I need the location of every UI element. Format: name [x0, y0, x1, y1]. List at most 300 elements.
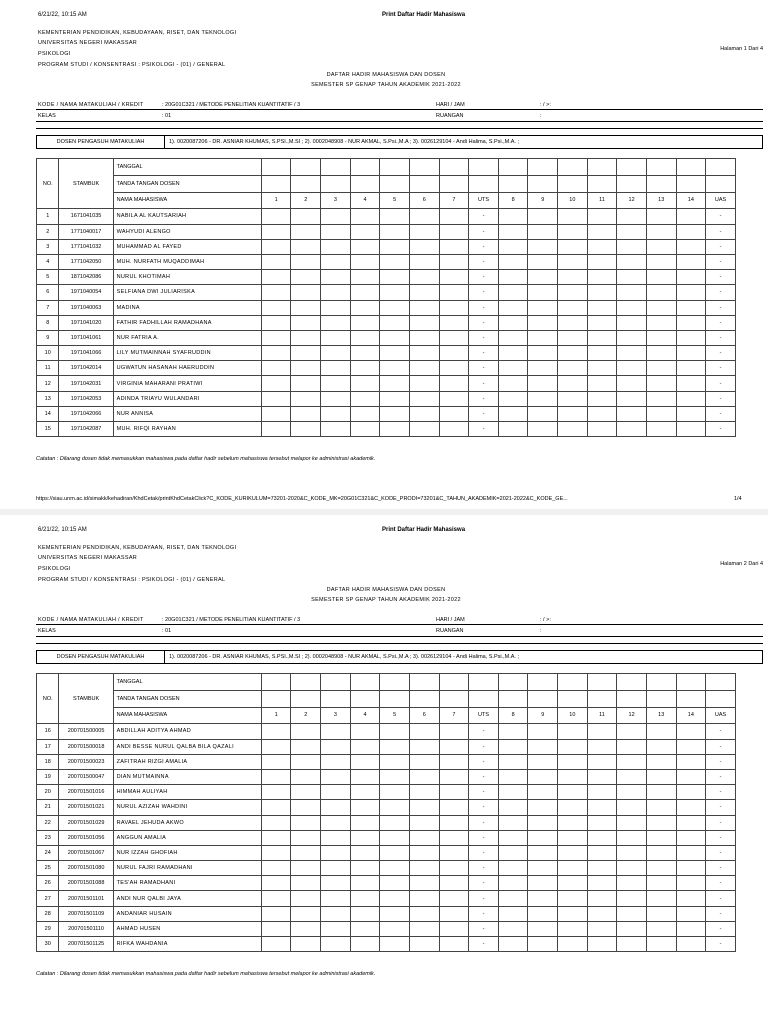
attendance-cell: [291, 815, 321, 830]
attendance-cell: [321, 330, 351, 345]
attendance-cell: [528, 330, 558, 345]
attendance-cell: [439, 845, 469, 860]
attendance-cell: [528, 209, 558, 224]
attendance-cell: [321, 224, 351, 239]
attendance-cell: [528, 891, 558, 906]
kode-label: KODE / NAMA MATAKULIAH / KREDIT: [38, 102, 144, 108]
attendance-cell: [321, 239, 351, 254]
header-nama: NAMA MAHASISWA: [113, 707, 261, 724]
attendance-cell: [350, 270, 380, 285]
attendance-cell: [498, 845, 528, 860]
attendance-cell: [587, 876, 617, 891]
kelas-label: KELAS: [38, 628, 56, 634]
signature-cell: [498, 690, 528, 707]
uts-cell: -: [469, 330, 499, 345]
session-header: UAS: [706, 707, 736, 724]
attendance-cell: [321, 830, 351, 845]
attendance-cell: [291, 769, 321, 784]
divider: [36, 121, 763, 122]
uts-cell: -: [469, 906, 499, 921]
attendance-cell: [587, 300, 617, 315]
attendance-cell: [676, 209, 706, 224]
uas-cell: -: [706, 239, 736, 254]
attendance-cell: [439, 254, 469, 269]
attendance-cell: [321, 906, 351, 921]
attendance-cell: [321, 937, 351, 952]
attendance-cell: [587, 422, 617, 437]
table-row: [37, 285, 736, 300]
attendance-cell: [321, 285, 351, 300]
divider: [36, 128, 763, 129]
attendance-cell: [528, 300, 558, 315]
attendance-cell: [498, 224, 528, 239]
attendance-cell: [498, 239, 528, 254]
attendance-cell: [409, 391, 439, 406]
dosen-list: 1). 0020087206 - DR. ASNIAR KHUMAS, S.PSI.,M.SI ; 2). 0002048908 - NUR AKMAL, S.Psi.,M.A ; 3). 0026129104 - Andi Halima, S.Psi.,M.A. ;: [169, 654, 520, 660]
attendance-cell: [617, 406, 647, 421]
attendance-cell: [261, 815, 291, 830]
attendance-cell: [350, 315, 380, 330]
attendance-cell: [409, 406, 439, 421]
row-no: 8: [37, 315, 59, 330]
uts-cell: -: [469, 239, 499, 254]
uas-cell: -: [706, 845, 736, 860]
attendance-cell: [409, 285, 439, 300]
attendance-cell: [439, 861, 469, 876]
attendance-cell: [587, 285, 617, 300]
row-no: 5: [37, 270, 59, 285]
attendance-cell: [380, 315, 410, 330]
attendance-cell: [291, 861, 321, 876]
signature-cell: [587, 690, 617, 707]
attendance-cell: [498, 891, 528, 906]
attendance-cell: [617, 861, 647, 876]
attendance-cell: [439, 891, 469, 906]
note-catatan: Catatan : Dilarang dosen tidak memasukkan mahasiswa pada daftar hadir sebelum mahasiswa tersebut melapor ke administrasi akademik.: [36, 971, 376, 977]
attendance-cell: [587, 724, 617, 739]
hari-label: HARI / JAM: [436, 617, 465, 623]
row-stambuk: 200701501101: [59, 891, 113, 906]
attendance-cell: [321, 254, 351, 269]
attendance-cell: [261, 906, 291, 921]
attendance-cell: [676, 406, 706, 421]
attendance-cell: [558, 937, 588, 952]
attendance-cell: [439, 769, 469, 784]
date-cell: [321, 674, 351, 691]
row-nama: FATHIR FADHILLAH RAMADHANA: [113, 315, 261, 330]
attendance-cell: [558, 361, 588, 376]
row-stambuk: 1771040017: [59, 224, 113, 239]
attendance-cell: [261, 422, 291, 437]
attendance-cell: [558, 754, 588, 769]
signature-cell: [321, 175, 351, 192]
attendance-cell: [321, 921, 351, 936]
attendance-cell: [439, 937, 469, 952]
signature-cell: [676, 175, 706, 192]
attendance-cell: [291, 937, 321, 952]
attendance-cell: [587, 800, 617, 815]
attendance-cell: [409, 845, 439, 860]
row-nama: DIAN MUTMAINNA: [113, 769, 261, 784]
divider: [36, 624, 763, 625]
attendance-cell: [676, 845, 706, 860]
attendance-cell: [261, 239, 291, 254]
attendance-cell: [380, 724, 410, 739]
attendance-cell: [350, 346, 380, 361]
row-nama: SELFIANA DWI JULIARISKA: [113, 285, 261, 300]
attendance-cell: [439, 361, 469, 376]
attendance-cell: [409, 785, 439, 800]
print-page: [0, 515, 768, 1024]
attendance-cell: [587, 391, 617, 406]
attendance-cell: [676, 861, 706, 876]
signature-cell: [617, 690, 647, 707]
divider: [36, 109, 763, 110]
attendance-cell: [321, 315, 351, 330]
document-title: Print Daftar Hadir Mahasiswa: [382, 12, 466, 18]
attendance-cell: [291, 891, 321, 906]
uts-cell: -: [469, 724, 499, 739]
attendance-cell: [439, 815, 469, 830]
attendance-cell: [646, 361, 676, 376]
footer-url[interactable]: https://siau.unm.ac.id/simakk/kehadiran/KhdCetak/printKhdCetakClick?C_KODE_KURIKULUM=73201-2020&C_KODE_MK=20G01C321&C_KODE_PRODI=73201&C_TAHUN_AKADEMIK=2021-2022&C_KODE_GE...: [36, 496, 568, 502]
attendance-cell: [498, 861, 528, 876]
attendance-cell: [291, 754, 321, 769]
attendance-cell: [528, 921, 558, 936]
attendance-cell: [617, 270, 647, 285]
attendance-cell: [409, 270, 439, 285]
attendance-cell: [350, 376, 380, 391]
attendance-cell: [617, 845, 647, 860]
attendance-cell: [291, 254, 321, 269]
attendance-cell: [261, 209, 291, 224]
row-no: 9: [37, 330, 59, 345]
date-cell: [646, 159, 676, 176]
attendance-cell: [676, 239, 706, 254]
attendance-cell: [350, 785, 380, 800]
attendance-cell: [321, 724, 351, 739]
attendance-cell: [291, 906, 321, 921]
attendance-cell: [380, 906, 410, 921]
attendance-cell: [409, 209, 439, 224]
row-no: 29: [37, 921, 59, 936]
table-row: [37, 891, 736, 906]
attendance-cell: [409, 361, 439, 376]
attendance-cell: [676, 300, 706, 315]
uas-cell: -: [706, 815, 736, 830]
attendance-cell: [617, 830, 647, 845]
program-name: PROGRAM STUDI / KONSENTRASI : PSIKOLOGI - (01) / GENERAL: [38, 62, 226, 68]
attendance-cell: [498, 739, 528, 754]
attendance-cell: [409, 422, 439, 437]
attendance-cell: [587, 906, 617, 921]
row-no: 25: [37, 861, 59, 876]
attendance-cell: [676, 876, 706, 891]
row-nama: MUH. RIFQI RAYHAN: [113, 422, 261, 437]
attendance-cell: [498, 800, 528, 815]
attendance-cell: [617, 330, 647, 345]
attendance-cell: [498, 876, 528, 891]
signature-cell: [439, 175, 469, 192]
divider: [36, 636, 763, 637]
attendance-cell: [261, 921, 291, 936]
row-no: 4: [37, 254, 59, 269]
uas-cell: -: [706, 906, 736, 921]
attendance-cell: [498, 754, 528, 769]
header-ttd: TANDA TANGAN DOSEN: [113, 175, 261, 192]
row-nama: ADINDA TRIAYU WULANDARI: [113, 391, 261, 406]
row-nama: NABILA AL KAUTSARIAH: [113, 209, 261, 224]
attendance-cell: [498, 300, 528, 315]
attendance-cell: [558, 769, 588, 784]
attendance-cell: [439, 422, 469, 437]
attendance-cell: [617, 785, 647, 800]
uas-cell: -: [706, 921, 736, 936]
attendance-cell: [558, 861, 588, 876]
attendance-cell: [558, 406, 588, 421]
row-stambuk: 1971042087: [59, 422, 113, 437]
row-nama: NUR FATRIA A.: [113, 330, 261, 345]
attendance-cell: [676, 391, 706, 406]
attendance-cell: [409, 830, 439, 845]
row-no: 28: [37, 906, 59, 921]
attendance-cell: [528, 815, 558, 830]
row-no: 1: [37, 209, 59, 224]
attendance-cell: [261, 285, 291, 300]
attendance-cell: [261, 861, 291, 876]
attendance-cell: [291, 300, 321, 315]
attendance-cell: [528, 361, 558, 376]
attendance-cell: [676, 800, 706, 815]
header-row-tanggal: [37, 674, 736, 691]
date-cell: [646, 674, 676, 691]
attendance-cell: [350, 361, 380, 376]
session-header: 12: [617, 192, 647, 209]
uts-cell: -: [469, 815, 499, 830]
signature-cell: [617, 175, 647, 192]
attendance-cell: [617, 937, 647, 952]
attendance-cell: [261, 769, 291, 784]
attendance-cell: [350, 815, 380, 830]
session-header: 3: [321, 707, 351, 724]
uas-cell: -: [706, 739, 736, 754]
date-cell: [587, 674, 617, 691]
attendance-cell: [558, 830, 588, 845]
attendance-cell: [617, 754, 647, 769]
attendance-cell: [321, 891, 351, 906]
kelas-value: : 01: [162, 113, 172, 119]
attendance-cell: [528, 769, 558, 784]
signature-cell: [261, 690, 291, 707]
table-row: [37, 921, 736, 936]
attendance-cell: [558, 845, 588, 860]
attendance-cell: [321, 376, 351, 391]
row-stambuk: 200701500018: [59, 739, 113, 754]
session-header: 7: [439, 707, 469, 724]
date-cell: [706, 159, 736, 176]
attendance-cell: [528, 754, 558, 769]
attendance-cell: [646, 315, 676, 330]
uas-cell: -: [706, 209, 736, 224]
session-header: 8: [498, 192, 528, 209]
row-no: 6: [37, 285, 59, 300]
divider: [36, 643, 763, 644]
signature-cell: [469, 175, 499, 192]
row-nama: NUR IZZAH GHOFIAH: [113, 845, 261, 860]
uas-cell: -: [706, 254, 736, 269]
row-no: 19: [37, 769, 59, 784]
program-name: PROGRAM STUDI / KONSENTRASI : PSIKOLOGI - (01) / GENERAL: [38, 577, 226, 583]
row-nama: ABDILLAH ADITYA AHMAD: [113, 724, 261, 739]
attendance-cell: [676, 270, 706, 285]
uts-cell: -: [469, 861, 499, 876]
uts-cell: -: [469, 300, 499, 315]
attendance-cell: [261, 361, 291, 376]
attendance-cell: [350, 209, 380, 224]
attendance-cell: [439, 376, 469, 391]
attendance-cell: [646, 330, 676, 345]
attendance-cell: [498, 254, 528, 269]
date-cell: [676, 674, 706, 691]
row-nama: NUR ANNISA: [113, 406, 261, 421]
attendance-cell: [558, 376, 588, 391]
attendance-cell: [676, 376, 706, 391]
attendance-cell: [321, 800, 351, 815]
attendance-cell: [646, 800, 676, 815]
attendance-cell: [528, 391, 558, 406]
attendance-cell: [380, 300, 410, 315]
uas-cell: -: [706, 724, 736, 739]
session-header: 3: [321, 192, 351, 209]
attendance-cell: [558, 209, 588, 224]
attendance-cell: [350, 937, 380, 952]
attendance-cell: [321, 815, 351, 830]
row-no: 7: [37, 300, 59, 315]
date-cell: [439, 674, 469, 691]
attendance-cell: [617, 906, 647, 921]
attendance-cell: [261, 754, 291, 769]
row-stambuk: 200701501080: [59, 861, 113, 876]
attendance-cell: [646, 254, 676, 269]
uts-cell: -: [469, 830, 499, 845]
attendance-cell: [617, 739, 647, 754]
attendance-cell: [261, 937, 291, 952]
date-cell: [350, 674, 380, 691]
attendance-cell: [261, 845, 291, 860]
attendance-cell: [646, 300, 676, 315]
attendance-cell: [439, 754, 469, 769]
row-no: 11: [37, 361, 59, 376]
kode-value: : 20G01C321 / METODE PENELITIAN KUANTITATIF / 3: [162, 102, 301, 108]
attendance-cell: [321, 861, 351, 876]
uts-cell: -: [469, 315, 499, 330]
date-cell: [498, 159, 528, 176]
attendance-cell: [261, 224, 291, 239]
attendance-cell: [439, 724, 469, 739]
attendance-cell: [676, 361, 706, 376]
attendance-cell: [587, 785, 617, 800]
attendance-cell: [676, 937, 706, 952]
attendance-cell: [261, 739, 291, 754]
attendance-cell: [409, 739, 439, 754]
uts-cell: -: [469, 376, 499, 391]
attendance-cell: [350, 422, 380, 437]
header-no: NO.: [37, 674, 59, 724]
attendance-cell: [528, 739, 558, 754]
date-cell: [380, 159, 410, 176]
attendance-cell: [528, 346, 558, 361]
attendance-cell: [409, 330, 439, 345]
table-row: [37, 845, 736, 860]
attendance-cell: [587, 315, 617, 330]
attendance-cell: [646, 270, 676, 285]
attendance-cell: [350, 739, 380, 754]
row-stambuk: 200701500005: [59, 724, 113, 739]
table-row: [37, 785, 736, 800]
attendance-cell: [646, 209, 676, 224]
attendance-cell: [646, 906, 676, 921]
attendance-cell: [646, 785, 676, 800]
row-no: 26: [37, 876, 59, 891]
attendance-cell: [409, 224, 439, 239]
uts-cell: -: [469, 754, 499, 769]
attendance-cell: [409, 239, 439, 254]
hari-value: : / >:: [540, 617, 551, 623]
signature-cell: [321, 690, 351, 707]
attendance-cell: [380, 830, 410, 845]
attendance-cell: [261, 376, 291, 391]
session-header: 7: [439, 192, 469, 209]
row-no: 18: [37, 754, 59, 769]
attendance-cell: [439, 346, 469, 361]
attendance-cell: [617, 800, 647, 815]
attendance-cell: [350, 830, 380, 845]
attendance-cell: [587, 739, 617, 754]
attendance-cell: [528, 376, 558, 391]
attendance-cell: [291, 800, 321, 815]
signature-cell: [587, 175, 617, 192]
attendance-cell: [350, 224, 380, 239]
attendance-cell: [617, 346, 647, 361]
attendance-cell: [646, 937, 676, 952]
uas-cell: -: [706, 891, 736, 906]
header-row-tanggal: [37, 159, 736, 176]
session-header: 5: [380, 192, 410, 209]
attendance-cell: [528, 724, 558, 739]
signature-cell: [528, 690, 558, 707]
attendance-cell: [439, 785, 469, 800]
attendance-cell: [409, 937, 439, 952]
uas-cell: -: [706, 346, 736, 361]
attendance-cell: [291, 346, 321, 361]
attendance-cell: [617, 376, 647, 391]
attendance-cell: [350, 406, 380, 421]
row-stambuk: 200701500047: [59, 769, 113, 784]
attendance-cell: [291, 785, 321, 800]
attendance-cell: [528, 785, 558, 800]
table-row: [37, 270, 736, 285]
session-header: UAS: [706, 192, 736, 209]
attendance-cell: [587, 769, 617, 784]
attendance-cell: [409, 315, 439, 330]
attendance-cell: [321, 876, 351, 891]
attendance-cell: [380, 391, 410, 406]
row-stambuk: 1671041035: [59, 209, 113, 224]
attendance-cell: [558, 876, 588, 891]
row-nama: MUH. NURFATH MUQADDIMAH: [113, 254, 261, 269]
attendance-cell: [558, 391, 588, 406]
attendance-cell: [676, 785, 706, 800]
